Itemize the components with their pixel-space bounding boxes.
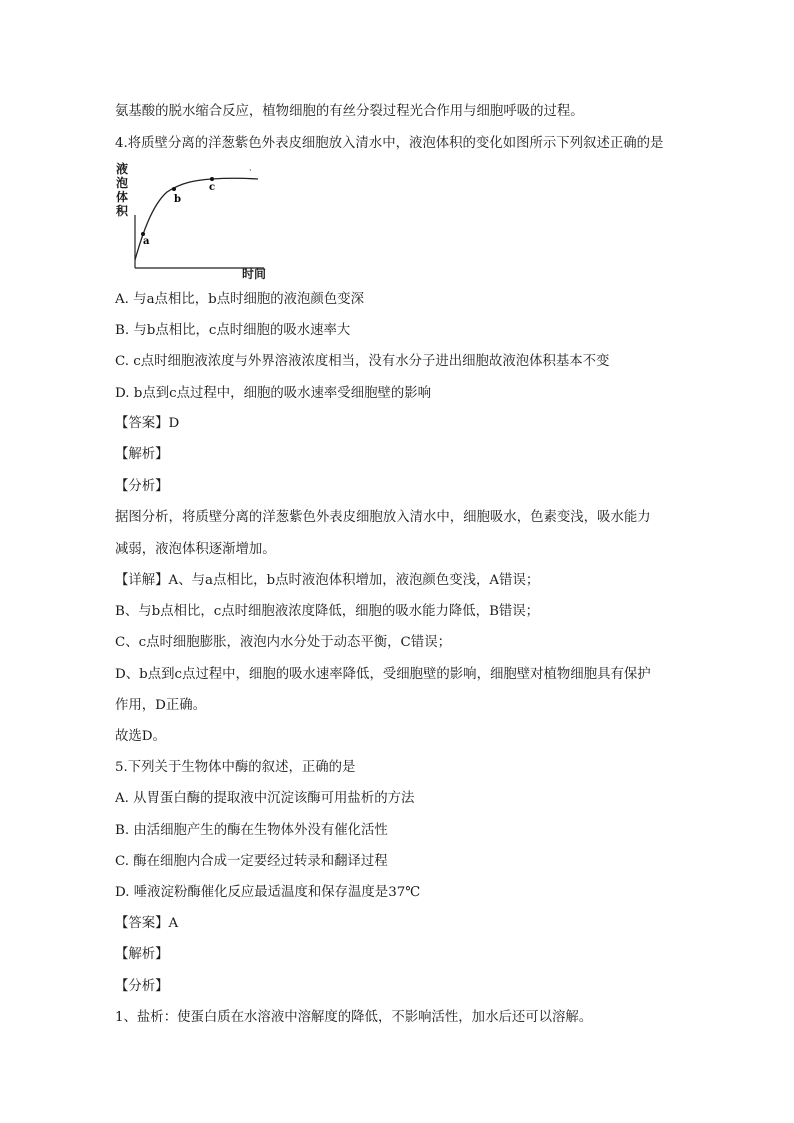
analysis-subheading: 【分析】: [115, 479, 169, 494]
question-5-stem: 5.下列关于生物体中酶的叙述，正确的是: [115, 760, 356, 775]
option-a: A. 与a点相比，b点时细胞的液泡颜色变深: [115, 292, 364, 307]
analysis-heading: 【解析】: [115, 947, 169, 962]
option-c: C. c点时细胞液浓度与外界溶液浓度相当，没有水分子进出细胞故液泡体积基本不变: [115, 354, 610, 369]
option-a: A. 从胃蛋白酶的提取液中沉淀该酶可用盐析的方法: [115, 791, 415, 806]
volume-curve: [135, 178, 258, 260]
text-line: 氨基酸的脱水缩合反应，植物细胞的有丝分裂过程光合作用与细胞呼吸的过程。: [115, 104, 584, 119]
detail-text: 作用，D正确。: [115, 698, 207, 713]
figure-svg: [112, 160, 282, 282]
option-c: C. 酶在细胞内合成一定要经过转录和翻译过程: [115, 854, 388, 869]
answer-label: 【答案】A: [115, 916, 179, 931]
vacuole-volume-figure: [112, 160, 282, 282]
analysis-text: 据图分析，将质壁分离的洋葱紫色外表皮细胞放入清水中，细胞吸水，色素变浅，吸水能力: [115, 510, 651, 525]
option-d: D. 唾液淀粉酶催化反应最适温度和保存温度是37℃: [115, 885, 421, 900]
detail-text: D、b点到c点过程中，细胞的吸水速率降低，受细胞壁的影响，细胞壁对植物细胞具有保护: [115, 667, 651, 682]
point-b-label: b: [174, 194, 181, 205]
answer-label: 【答案】D: [115, 416, 180, 431]
figure-x-label: 时间: [242, 267, 267, 281]
point-a-label: a: [143, 236, 150, 247]
analysis-text: 减弱，液泡体积逐渐增加。: [115, 542, 276, 557]
option-b: B. 由活细胞产生的酶在生物体外没有催化活性: [115, 823, 388, 838]
analysis-heading: 【解析】: [115, 447, 169, 462]
detail-text: B、与b点相比，c点时细胞液浓度降低，细胞的吸水能力降低，B错误；: [115, 604, 540, 619]
analysis-text: 1、盐析：使蛋白质在水溶液中溶解度的降低，不影响活性，加水后还可以溶解。: [115, 1010, 593, 1025]
analysis-subheading: 【分析】: [115, 979, 169, 994]
figure-mark: ·: [249, 166, 252, 175]
point-b: [172, 187, 176, 191]
option-b: B. 与b点相比，c点时细胞的吸水速率大: [115, 323, 351, 338]
point-c-label: c: [209, 182, 216, 193]
point-c: [210, 177, 214, 181]
option-d: D. b点到c点过程中，细胞的吸水速率受细胞壁的影响: [115, 386, 432, 401]
detail-text: 【详解】A、与a点相比，b点时液泡体积增加，液泡颜色变浅，A错误；: [115, 573, 540, 588]
detail-text: C、c点时细胞膨胀，液泡内水分处于动态平衡，C错误；: [115, 635, 451, 650]
figure-y-label: 液泡体积: [115, 162, 128, 218]
question-4-stem: 4.将质壁分离的洋葱紫色外表皮细胞放入清水中，液泡体积的变化如图所示下列叙述正确的是: [115, 136, 664, 151]
conclusion-text: 故选D。: [115, 729, 166, 744]
